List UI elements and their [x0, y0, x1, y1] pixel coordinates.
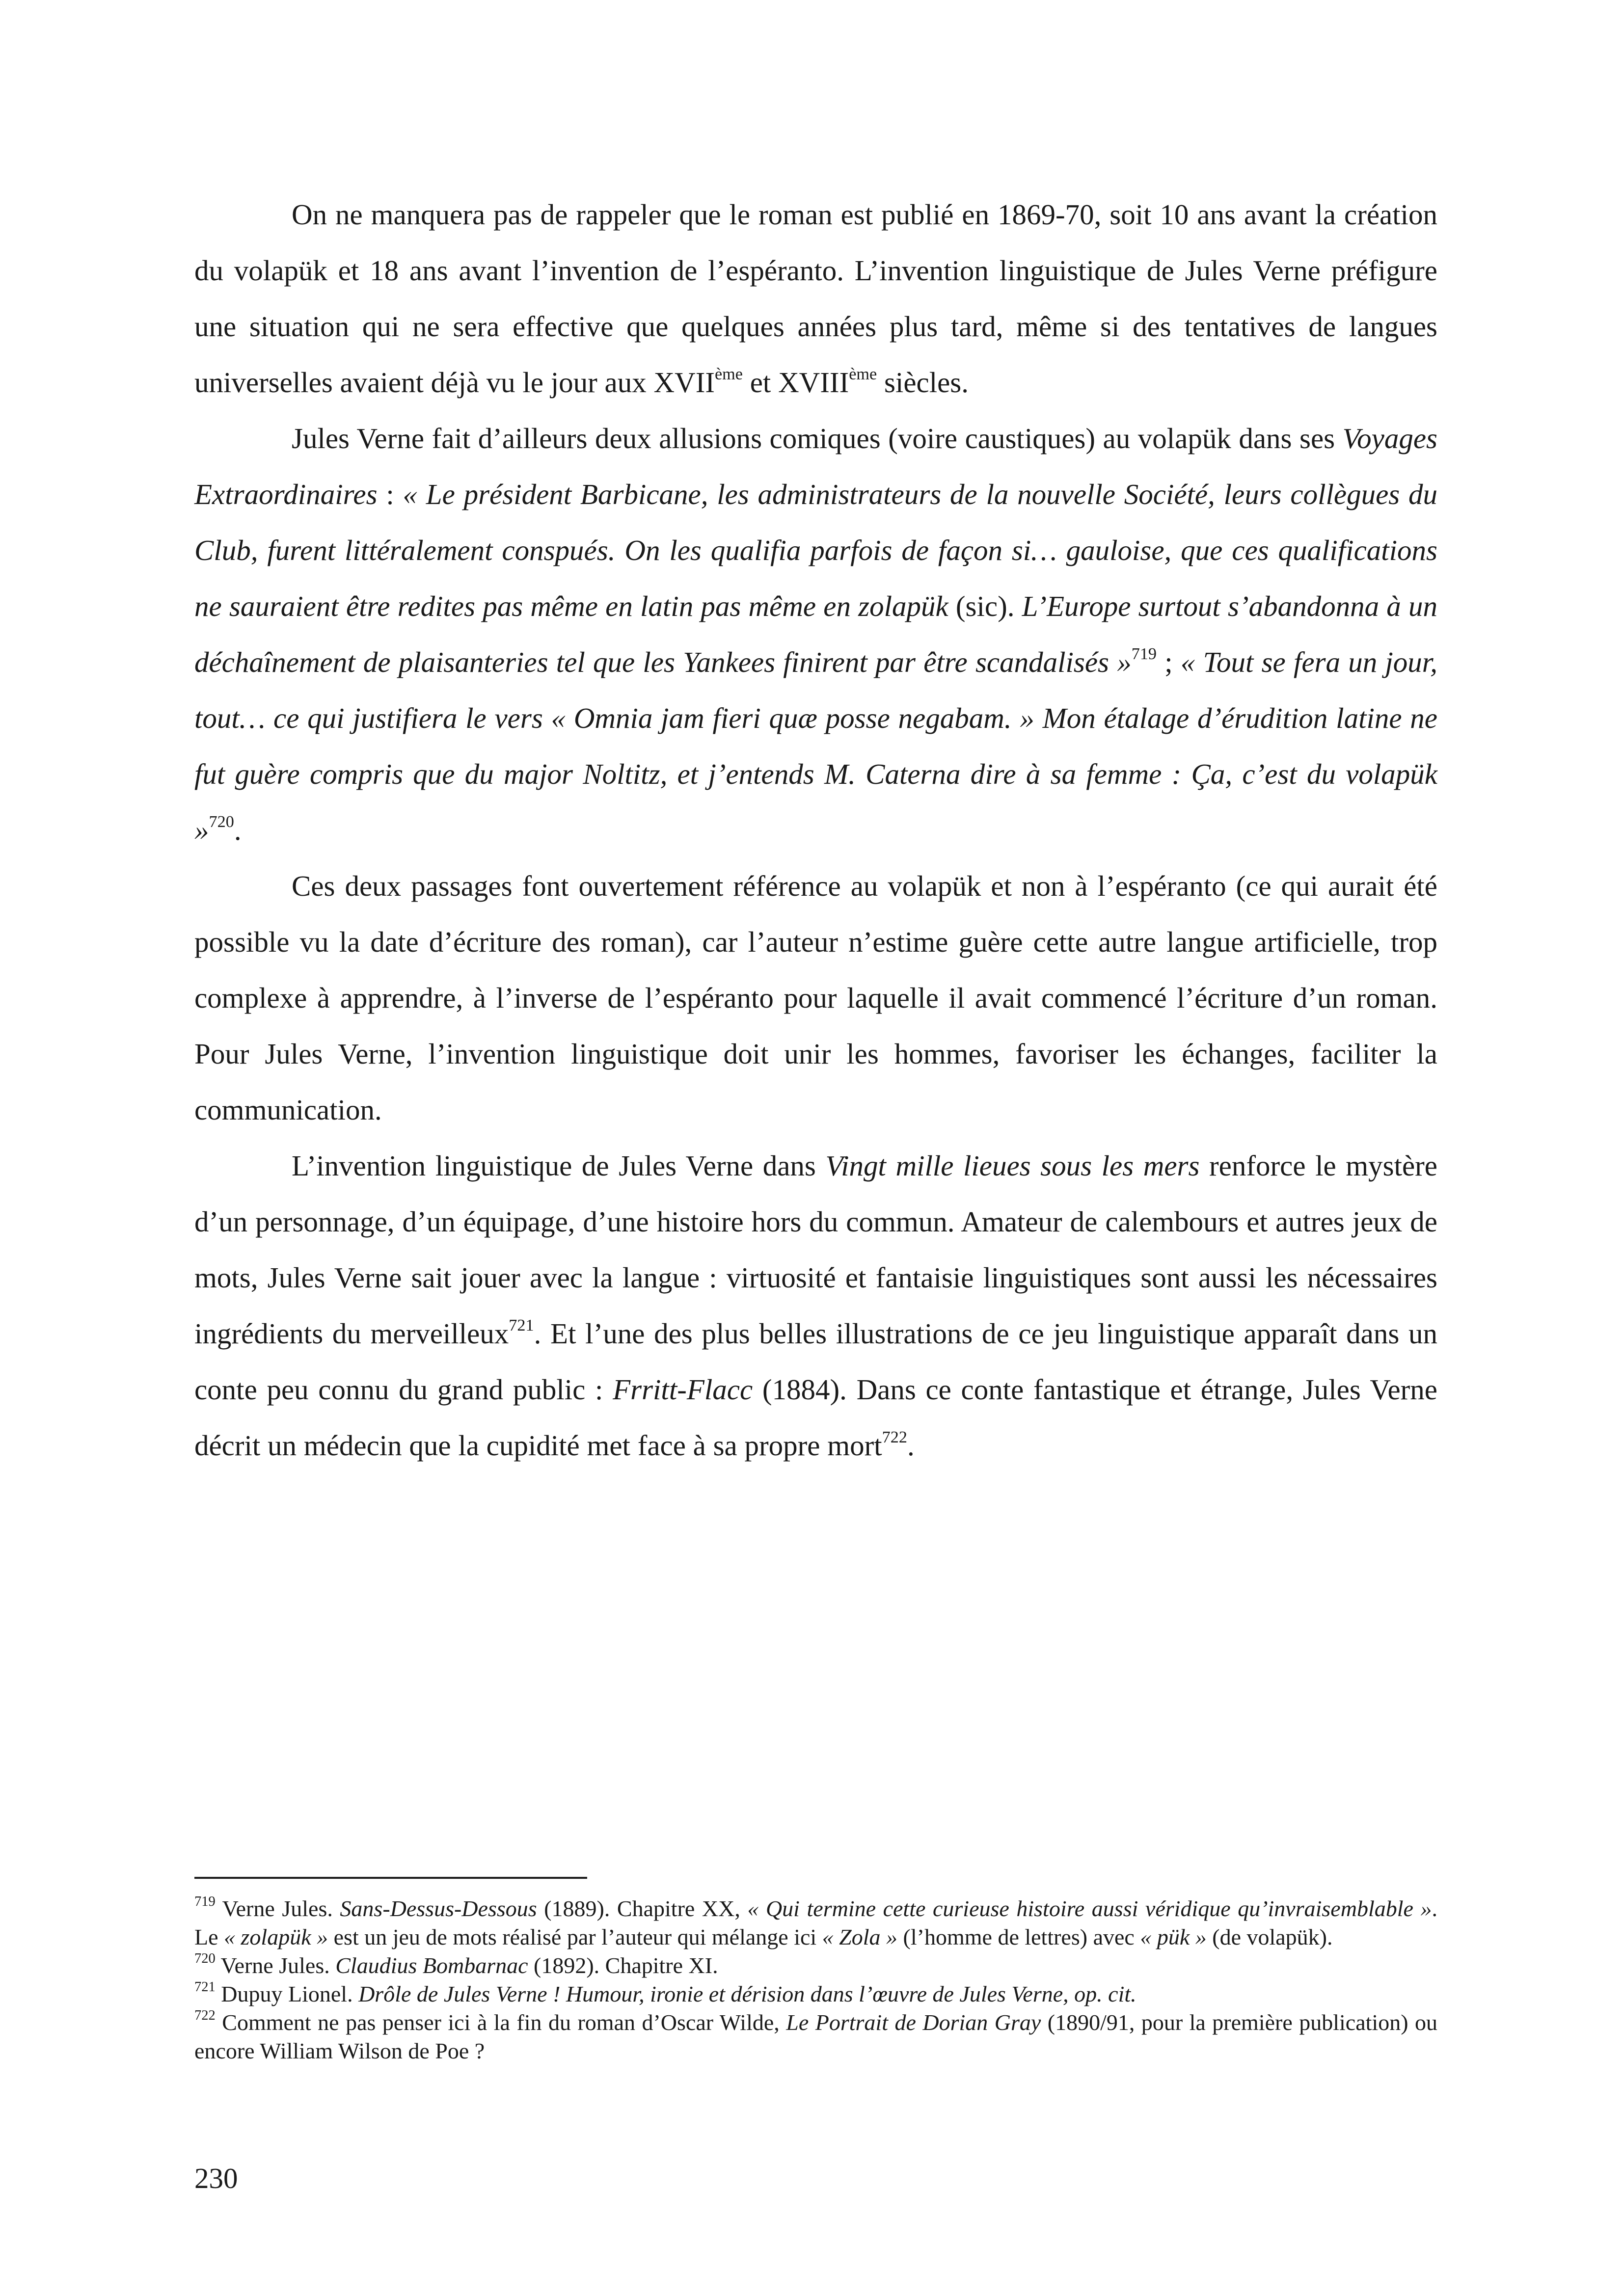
text-run: Jules Verne fait d’ailleurs deux allusions comiques (voire caustiques) au volapük dans ses: [292, 422, 1343, 454]
note-reference: 719: [1131, 645, 1157, 664]
text-run: . Et l’une des plus belles illustrations de ce jeu linguistique apparaît dans un conte peu connu du grand public :: [194, 1317, 1437, 1406]
text-run: L’invention linguistique de Jules Verne dans: [292, 1149, 826, 1182]
text-run: est un jeu de mots réalisé par l’auteur qui mélange ici: [328, 1924, 822, 1949]
text-run: (l’homme de lettres) avec: [897, 1924, 1140, 1949]
text-run: Verne Jules.: [215, 1953, 336, 1978]
footnote: [194, 1951, 1437, 1980]
text-run: (1884). Dans ce conte fantastique et étrange, Jules Verne décrit un médecin que la cupidité met face à sa propre mort: [194, 1373, 1437, 1462]
text-run: Ces deux passages font ouvertement référence au volapük et non à l’espéranto (ce qui aurait été possible vu la date d’écriture des roman), car l’auteur n’estime guère cette autre langue artificielle, trop complexe à apprendre, à l’inverse de l’espéranto pour laquelle il avait commencé l’écriture d’un roman. Pour Jules Verne, l’invention linguistique doit unir les hommes, favoriser les échanges, faciliter la communication.: [194, 870, 1437, 1126]
text-run: . Le: [194, 1896, 1437, 1949]
note-reference: 722: [194, 2008, 216, 2024]
text-run: renforce le mystère d’un personnage, d’un équipage, d’une histoire hors du commun. Amateur de calembours et autres jeux de mots, Jules Verne sait jouer avec la langue : virtuosité et fantaisie linguistiques sont aussi les nécessaires ingrédients du merveilleux: [194, 1149, 1437, 1350]
italic-text: « Qui termine cette curieuse histoire aussi véridique qu’invraisemblable »: [747, 1896, 1432, 1921]
italic-text: Sans-Dessus-Dessous: [340, 1896, 537, 1921]
footnotes: [194, 1895, 1437, 2065]
note-reference: 720: [194, 1951, 216, 1967]
italic-text: Frritt-Flacc: [613, 1373, 753, 1406]
note-reference: ème: [849, 365, 877, 384]
paragraph: [194, 187, 1437, 410]
text-run: siècles.: [877, 366, 969, 399]
italic-text: Le Portrait de Dorian Gray: [786, 2010, 1041, 2035]
italic-text: Claudius Bombarnac: [335, 1953, 528, 1978]
footnote: [194, 1980, 1437, 2008]
italic-text: Vingt mille lieues sous les mers: [825, 1149, 1200, 1182]
italic-text: L’Europe surtout s’abandonna à un déchaînement de plaisanteries tel que les Yankees finirent par être scandalisés »: [194, 590, 1437, 678]
text-run: ;: [1157, 646, 1181, 678]
text-run: (de volapük).: [1206, 1924, 1333, 1949]
italic-text: « Zola »: [822, 1924, 898, 1949]
note-reference: 721: [194, 1979, 216, 1995]
text-run: Dupuy Lionel.: [215, 1981, 359, 2006]
note-reference: 722: [882, 1428, 907, 1447]
italic-text: « zolapük »: [224, 1924, 328, 1949]
note-reference: 721: [509, 1316, 534, 1335]
italic-text: Voyages Extraordinaires: [194, 422, 1437, 510]
text-run: (1889). Chapitre XX,: [537, 1896, 748, 1921]
body-text: [194, 187, 1437, 1473]
text-run: Comment ne pas penser ici à la fin du roman d’Oscar Wilde,: [215, 2010, 786, 2035]
footnote: [194, 1895, 1437, 1951]
italic-text: Drôle de Jules Verne ! Humour, ironie et dérision dans l’œuvre de Jules Verne, op. cit.: [358, 1981, 1136, 2006]
note-reference: 720: [209, 813, 234, 831]
italic-text: « Tout se fera un jour, tout… ce qui justifiera le vers « Omnia jam fieri quæ posse negabam. » Mon étalage d’érudition latine ne fut guère compris que du major Noltitz, et j’entends M. Caterna dire à sa femme : Ça, c’est du volapük »: [194, 646, 1437, 846]
paragraph: [194, 410, 1437, 858]
page-number: 230: [194, 2162, 238, 2194]
text-run: On ne manquera pas de rappeler que le roman est publié en 1869-70, soit 10 ans avant la création du volapük et 18 ans avant l’invention de l’espéranto. L’invention linguistique de Jules Verne préfigure une situation qui ne sera effective que quelques années plus tard, même si des tentatives de langues universelles avaient déjà vu le jour aux XVII: [194, 198, 1437, 399]
paragraph: [194, 1138, 1437, 1473]
text-run: .: [234, 814, 242, 846]
text-run: Verne Jules.: [215, 1896, 340, 1921]
text-run: (sic).: [948, 590, 1022, 622]
text-run: .: [907, 1429, 915, 1462]
italic-text: « pük »: [1140, 1924, 1207, 1949]
paragraph: [194, 858, 1437, 1138]
footnote: [194, 2008, 1437, 2065]
text-run: et XVIII: [742, 366, 849, 399]
italic-text: « Le président Barbicane, les administrateurs de la nouvelle Société, leurs collègues du Club, furent littéralement conspués. On les qualifia parfois de façon si… gauloise, que ces qualifications ne sauraient être redites pas même en latin pas même en zolapük: [194, 478, 1437, 622]
text-run: :: [377, 478, 403, 510]
text-run: (1892). Chapitre XI.: [528, 1953, 718, 1978]
note-reference: ème: [714, 365, 743, 384]
text-run: (1890/91, pour la première publication) ou encore William Wilson de Poe ?: [194, 2010, 1437, 2063]
note-reference: 719: [194, 1894, 216, 1910]
footnote-separator: [194, 1877, 587, 1879]
